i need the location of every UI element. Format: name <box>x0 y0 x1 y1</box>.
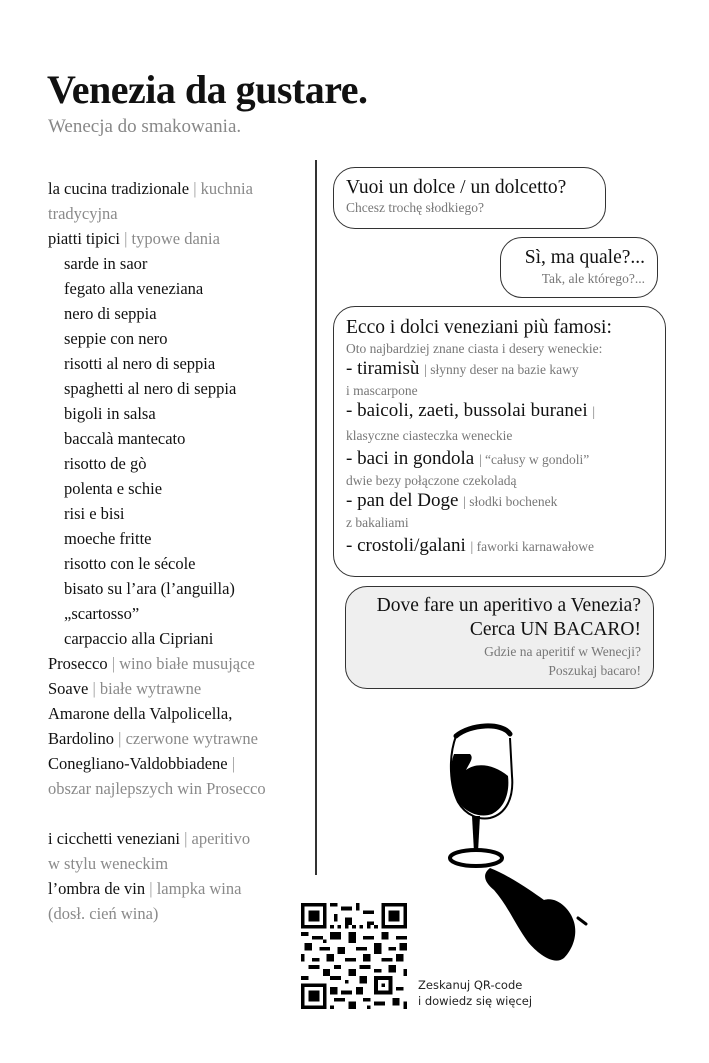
dessert-item: - baci in gondola | “całusy w gondoli” <box>346 448 590 469</box>
vocabulary-list <box>48 176 310 926</box>
dish-item: nero di seppia <box>64 304 157 323</box>
qr-code[interactable] <box>301 903 407 1009</box>
speech-bubble-aperitivo: Dove fare un aperitivo a Venezia? Cerca UN BACARO! Gdzie na aperitif w Wenecji? Poszukaj bacaro! <box>345 586 654 689</box>
page-subtitle: Wenecja do smakowania. <box>48 116 242 137</box>
column-divider <box>315 160 317 875</box>
list-item: (dosł. cień wina) <box>48 904 159 923</box>
list-item: Amarone della Valpolicella, <box>48 704 233 723</box>
dish-item: „scartosso” <box>64 604 140 623</box>
qr-caption: Zeskanuj QR-code i dowiedz się więcej <box>418 978 533 1008</box>
dish-item: sarde in saor <box>64 254 148 273</box>
dessert-item: - pan del Doge | słodki bochenek <box>346 490 558 511</box>
dessert-item: - baicoli, zaeti, bussolai buranei | <box>346 400 596 421</box>
dish-item: baccalà mantecato <box>64 429 186 448</box>
list-item: Soave | białe wytrawne <box>48 679 202 698</box>
speech-bubble-reply: Sì, ma quale?... Tak, ale którego?... <box>500 237 658 298</box>
dish-item: carpaccio alla Cipriani <box>64 629 214 648</box>
list-item: Prosecco | wino białe musujące <box>48 654 255 673</box>
dish-item: risotto con le sécole <box>64 554 196 573</box>
dish-item: risi e bisi <box>64 504 125 523</box>
dish-item: spaghetti al nero di seppia <box>64 379 237 398</box>
dish-item: bigoli in salsa <box>64 404 156 423</box>
dish-item: seppie con nero <box>64 329 168 348</box>
list-item: l’ombra de vin | lampka wina <box>48 879 242 898</box>
list-item: Conegliano-Valdobbiadene | <box>48 754 236 773</box>
dish-item: risotti al nero di seppia <box>64 354 216 373</box>
dish-item: fegato alla veneziana <box>64 279 204 298</box>
list-item: w stylu weneckim <box>48 854 169 873</box>
wine-glass-illustration <box>440 718 595 973</box>
list-item: Bardolino | czerwone wytrawne <box>48 729 258 748</box>
list-item: piatti tipici | typowe dania <box>48 229 220 248</box>
speech-bubble-question: Vuoi un dolce / un dolcetto? Chcesz trochę słodkiego? <box>333 167 606 229</box>
list-item: la cucina tradizionale | kuchnia <box>48 179 253 198</box>
dish-item: bisato su l’ara (l’anguilla) <box>64 579 235 598</box>
dessert-item: - tiramisù | słynny deser na bazie kawy <box>346 358 579 379</box>
dish-item: moeche fritte <box>64 529 152 548</box>
speech-bubble-desserts: Ecco i dolci veneziani più famosi: Oto najbardziej znane ciasta i desery weneckie: - tiramisù | słynny deser na bazie kawy i mascarpone - baicoli, zaeti, bussolai buranei | klasyczne ciasteczka weneckie - baci in gondola | “całusy w gondoli” dwie bezy połączone czekoladą - pan del Doge | słodki bochenek z bakaliami - crostoli/galani | faworki karnawałowe <box>333 306 666 577</box>
dish-item: risotto de gò <box>64 454 147 473</box>
page-title: Venezia da gustare. <box>47 67 368 112</box>
dessert-item: - crostoli/galani | faworki karnawałowe <box>346 535 594 556</box>
list-item: obszar najlepszych win Prosecco <box>48 779 266 798</box>
list-item: i cicchetti veneziani | aperitivo <box>48 829 251 848</box>
list-item: tradycyjna <box>48 204 118 223</box>
dish-item: polenta e schie <box>64 479 163 498</box>
